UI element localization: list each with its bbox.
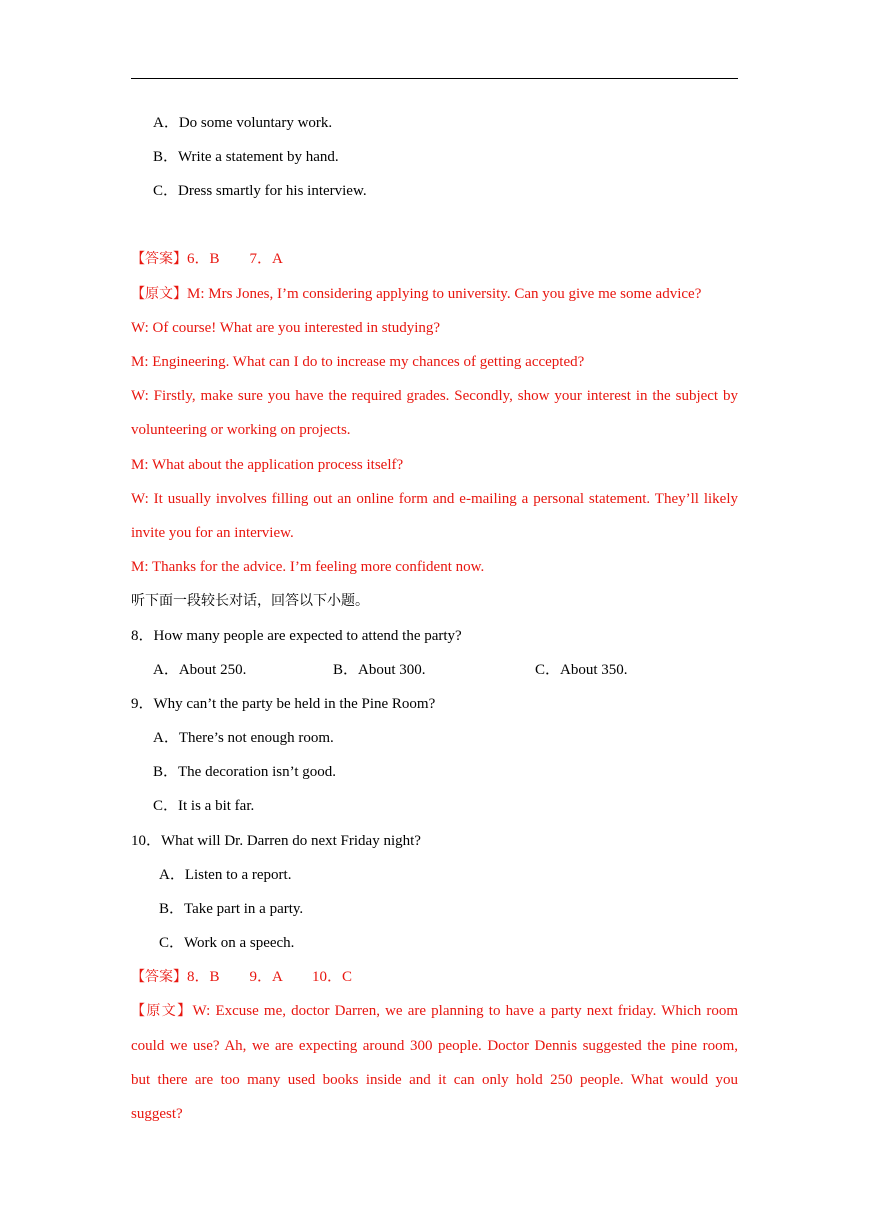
answer-tag: 【答案】 — [131, 969, 187, 985]
q8-option-a: A．About 250. — [153, 662, 247, 678]
q9-option-b: B．The decoration isn’t good. — [153, 764, 337, 780]
transcript-tag: 【原文】 — [131, 286, 187, 302]
transcript-2-line: but there are too many used books inside and it can only hold 250 people. What would you — [131, 1072, 738, 1088]
transcript-1-line: W: It usually involves filling out an online form and e-mailing a personal statement. They’ll likely — [131, 491, 738, 507]
q8-option-b: B．About 300. — [333, 662, 426, 678]
transcript-1-line: W: Firstly, make sure you have the required grades. Secondly, show your interest in the subject by — [131, 388, 738, 404]
q9-stem: 9．Why can’t the party be held in the Pine Room? — [131, 696, 436, 712]
transcript-1-first-line — [131, 284, 738, 304]
transcript-1-line: M: What about the application process itself? — [131, 457, 404, 473]
transcript-2-line: could we use? Ah, we are expecting around 300 people. Doctor Dennis suggested the pine room, — [131, 1038, 738, 1054]
q10-option-b: B．Take part in a party. — [159, 901, 304, 917]
transcript-1-line: W: Of course! What are you interested in studying? — [131, 320, 441, 336]
transcript-tag: 【原文】 — [131, 1003, 193, 1019]
header-rule — [131, 78, 738, 79]
transcript-1-line: invite you for an interview. — [131, 525, 294, 541]
q5-option-a: A．Do some voluntary work. — [153, 115, 333, 131]
transcript-1-line: volunteering or working on projects. — [131, 422, 351, 438]
q5-option-b: B．Write a statement by hand. — [153, 149, 339, 165]
section-instruction: 听下面一段较长对话，回答以下小题。 — [131, 593, 369, 609]
q9-option-a: A．There’s not enough room. — [153, 730, 334, 746]
transcript-2-line: suggest? — [131, 1106, 183, 1122]
transcript-2-first-line — [131, 1001, 738, 1021]
answer-text: 6．B 7．A — [187, 251, 283, 267]
q5-option-c: C．Dress smartly for his interview. — [153, 183, 367, 199]
q9-option-c: C．It is a bit far. — [153, 798, 255, 814]
answer-6-7 — [131, 249, 738, 269]
q10-option-c: C．Work on a speech. — [159, 935, 295, 951]
answer-text: 8．B 9．A 10．C — [187, 969, 353, 985]
answer-8-10 — [131, 967, 738, 987]
q10-option-a: A．Listen to a report. — [159, 867, 292, 883]
transcript-1-line: M: Engineering. What can I do to increase my chances of getting accepted? — [131, 354, 585, 370]
q8-option-c: C．About 350. — [535, 662, 628, 678]
transcript-text: M: Mrs Jones, I’m considering applying to university. Can you give me some advice? — [187, 286, 702, 302]
transcript-1-line: M: Thanks for the advice. I’m feeling more confident now. — [131, 559, 485, 575]
answer-tag: 【答案】 — [131, 251, 187, 267]
transcript-text: W: Excuse me, doctor Darren, we are planning to have a party next friday. Which room — [192, 1003, 738, 1019]
q10-stem: 10．What will Dr. Darren do next Friday night? — [131, 833, 421, 849]
q8-stem: 8．How many people are expected to attend the party? — [131, 628, 462, 644]
